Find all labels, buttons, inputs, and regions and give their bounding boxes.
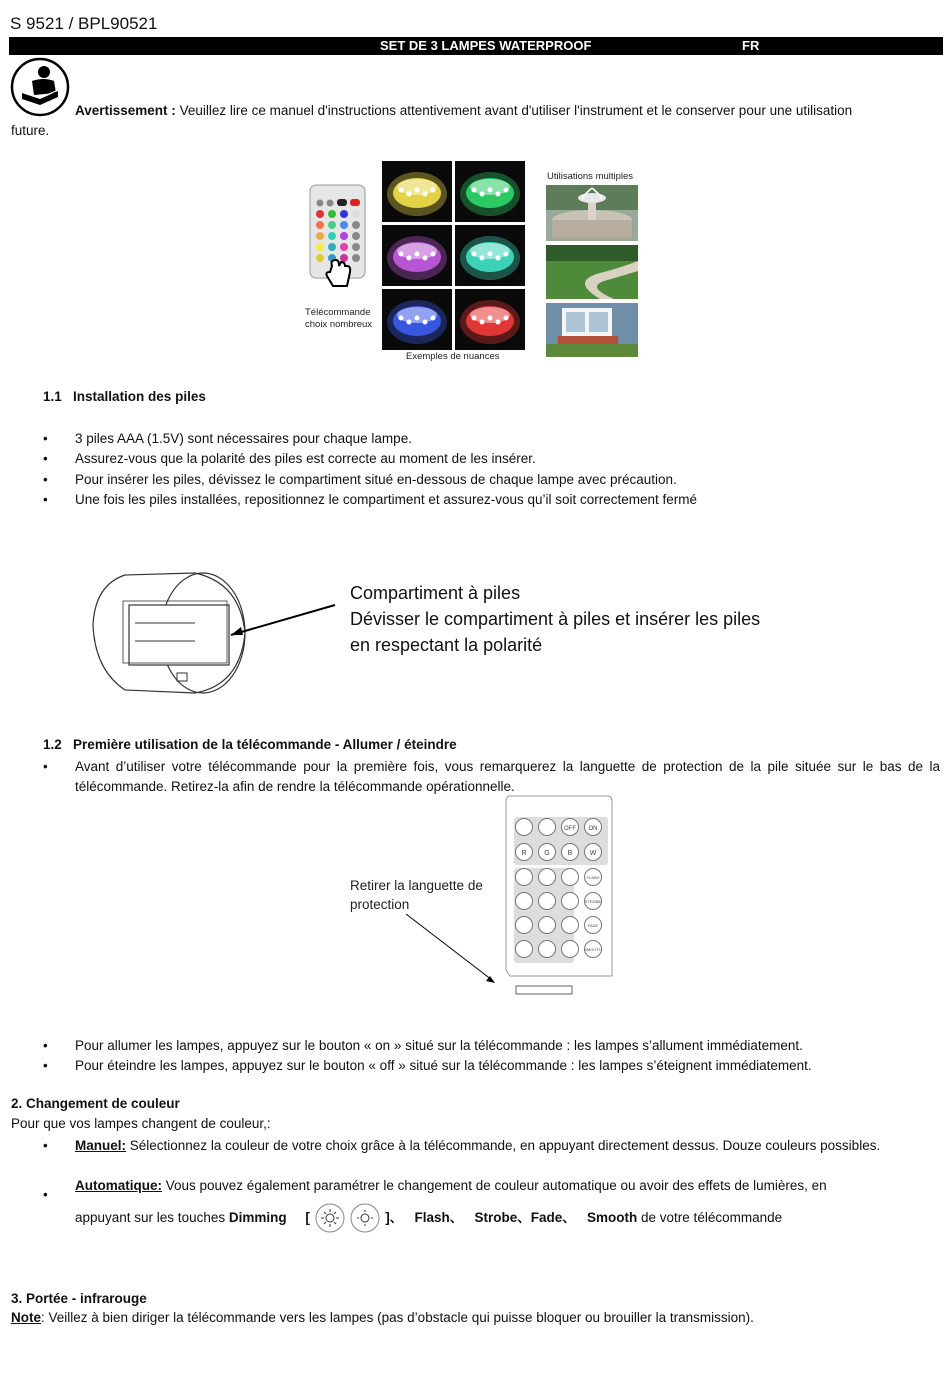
warning-label: Avertissement : (75, 103, 176, 118)
svg-text:B: B (567, 850, 573, 857)
remote-tab-diagram (340, 790, 620, 995)
section-number: 1.2 (43, 737, 62, 752)
dimming-down-icon (349, 1203, 381, 1233)
uses-caption: Utilisations multiples (547, 171, 634, 182)
read-manual-icon (10, 57, 70, 117)
lamp-shade-photo (455, 289, 525, 350)
remote-button (585, 869, 602, 886)
remote-photo-button (316, 254, 324, 262)
section-title: Installation des piles (73, 389, 206, 404)
garden-path-photo (546, 245, 638, 299)
list-item: • Une fois les piles installées, repositionnez le compartiment et assurez-vous qu’il soit correctement fermé (43, 490, 943, 510)
remote-button (562, 869, 579, 886)
svg-text:FLASH: FLASH (586, 875, 600, 880)
battery-compartment-diagram (85, 565, 345, 700)
document-title: SET DE 3 LAMPES WATERPROOF (380, 38, 592, 53)
remote-photo-button (352, 221, 360, 229)
remote-button (516, 819, 533, 836)
remote-button (516, 941, 533, 958)
remote-button (584, 941, 602, 958)
section-1-2-heading (43, 737, 457, 752)
remote-callout-1: Retirer la languette de (350, 878, 483, 893)
section-3-note (11, 1310, 754, 1325)
remote-button (585, 893, 602, 910)
dimming-label: Dimming (228, 1209, 287, 1225)
list-item-manual (43, 1136, 940, 1156)
svg-text:W: W (589, 850, 597, 857)
remote-caption-2: choix nombreux (305, 319, 373, 330)
warning-line-2: future. (11, 123, 50, 138)
remote-button (539, 941, 556, 958)
svg-text:FADE: FADE (587, 923, 599, 928)
remote-button (539, 844, 556, 861)
remote-photo-button (316, 221, 324, 229)
remote-photo-button (340, 221, 348, 229)
fade-label: Fade、 (530, 1209, 576, 1225)
window-photo (546, 303, 638, 357)
dimming-up-icon (314, 1203, 346, 1233)
manual-label: Manuel: (75, 1138, 127, 1153)
remote-button (516, 844, 533, 861)
note-label: Note (11, 1310, 41, 1325)
section-title: Première utilisation de la télécommande - Allumer / éteindre (73, 737, 457, 752)
remote-button (585, 844, 602, 861)
remote-photo-button (352, 254, 360, 262)
remote-photo-button (328, 243, 336, 251)
bracket-open: [ (305, 1209, 310, 1225)
language-code: FR (742, 38, 760, 53)
smooth-label: Smooth (587, 1209, 638, 1225)
manual-text: Sélectionnez la couleur de votre choix grâce à la télécommande, en appuyant directement dessus. Douze couleurs possibles. (126, 1138, 881, 1153)
list-item-automatic (43, 1176, 940, 1235)
remote-button (539, 893, 556, 910)
color-change-list (43, 1136, 940, 1256)
remote-button (562, 893, 579, 910)
section-2-intro: Pour que vos lampes changent de couleur,: (11, 1116, 271, 1131)
svg-text:SMOOTH: SMOOTH (584, 947, 602, 952)
section-2-heading: 2. Changement de couleur (11, 1096, 180, 1111)
lamp-shade-photo (455, 161, 525, 222)
lamp-shades-grid (382, 161, 525, 350)
svg-text:OFF: OFF (564, 826, 576, 832)
section-number: 1.1 (43, 389, 62, 404)
remote-photo-button (340, 232, 348, 240)
remote-button (516, 869, 533, 886)
list-item: • Pour allumer les lampes, appuyez sur le bouton « on » situé sur la télécommande : les lampes s’allument immédiatement. (43, 1036, 940, 1056)
list-item: • Pour insérer les piles, dévissez le compartiment situé en-dessous de chaque lampe avec précaution. (43, 470, 943, 490)
remote-callout-2: protection (350, 897, 410, 912)
flash-label: Flash、 (414, 1209, 464, 1225)
on-off-list (43, 1036, 940, 1077)
remote-button (539, 819, 556, 836)
strobe-label: Strobe、 (474, 1209, 531, 1225)
svg-text:STROBE: STROBE (584, 899, 602, 904)
remote-button (585, 917, 602, 934)
remote-photo-button (352, 232, 360, 240)
remote-caption-1: Télécommande (305, 307, 371, 318)
product-photo-panel (300, 158, 645, 366)
svg-text:R: R (521, 850, 527, 857)
svg-text:G: G (544, 850, 550, 857)
remote-photo-button (316, 232, 324, 240)
note-text: : Veillez à bien diriger la télécommande vers les lampes (pas d’obstacle qui puisse bloquer ou brouiller la transmission). (41, 1310, 754, 1325)
remote-button (585, 819, 602, 836)
product-photo-svg (300, 158, 645, 366)
automatic-text-2: appuyant sur les touches (75, 1209, 229, 1225)
list-item: • Assurez-vous que la polarité des piles est correcte au moment de les insérer. (43, 449, 943, 469)
callout-line: Compartiment à piles (350, 583, 521, 603)
list-item: • Avant d’utiliser votre télécommande pour la première fois, vous remarquerez la languette de protection de la pile située sur le bas de la télécommande. Retirez-la afin de rendre la télécommande opérationnelle. (43, 757, 940, 798)
remote-button (562, 844, 579, 861)
remote-photo-button (340, 254, 348, 262)
list-item: • Pour éteindre les lampes, appuyez sur le bouton « off » situé sur la télécommande : les lampes s’éteignent immédiatement. (43, 1056, 940, 1076)
remote-button (562, 819, 579, 836)
remote-button (516, 917, 533, 934)
battery-callout (350, 580, 800, 658)
bracket-close: ]、 (385, 1209, 404, 1225)
remote-button (516, 893, 533, 910)
warning-line-1 (75, 103, 941, 118)
remote-button (539, 917, 556, 934)
callout-line: en respectant la polarité (350, 635, 543, 655)
remote-photo-button (352, 243, 360, 251)
reference-number: S 9521 / BPL90521 (10, 14, 158, 33)
title-band (9, 37, 943, 55)
remote-photo-button (340, 243, 348, 251)
warning-text: Veuillez lire ce manuel d'instructions attentivement avant d'utiliser l'instrument et le conserver pour une utilisation (179, 103, 853, 118)
svg-text:ON: ON (588, 826, 598, 832)
remote-photo-button (328, 210, 336, 218)
lamp-shade-photo (382, 225, 452, 286)
remote-button (562, 941, 579, 958)
lamp-shade-photo (382, 161, 452, 222)
remote-button (539, 869, 556, 886)
lamp-shade-photo (382, 289, 452, 350)
fountain-photo (546, 185, 638, 241)
list-item: • 3 piles AAA (1.5V) sont nécessaires pour chaque lampe. (43, 429, 943, 449)
remote-button (562, 917, 579, 934)
callout-line: Dévisser le compartiment à piles et insérer les piles (350, 609, 761, 629)
remote-photo-button (316, 210, 324, 218)
section-1-1-heading (43, 389, 206, 404)
automatic-label: Automatique: (75, 1178, 162, 1194)
shades-caption: Exemples de nuances (406, 351, 500, 362)
remote-photo-button (328, 232, 336, 240)
remote-photo-button (328, 221, 336, 229)
automatic-text-3: de votre télécommande (637, 1209, 783, 1225)
lamp-shade-photo (455, 225, 525, 286)
remote-photo-button (352, 210, 360, 218)
remote-photo-button (316, 243, 324, 251)
automatic-text: Vous pouvez également paramétrer le changement de couleur automatique ou avoir des effets de lumières, en (162, 1178, 827, 1194)
battery-instructions-list (43, 429, 943, 510)
remote-photo-button (340, 210, 348, 218)
section-3-heading: 3. Portée - infrarouge (11, 1291, 147, 1306)
